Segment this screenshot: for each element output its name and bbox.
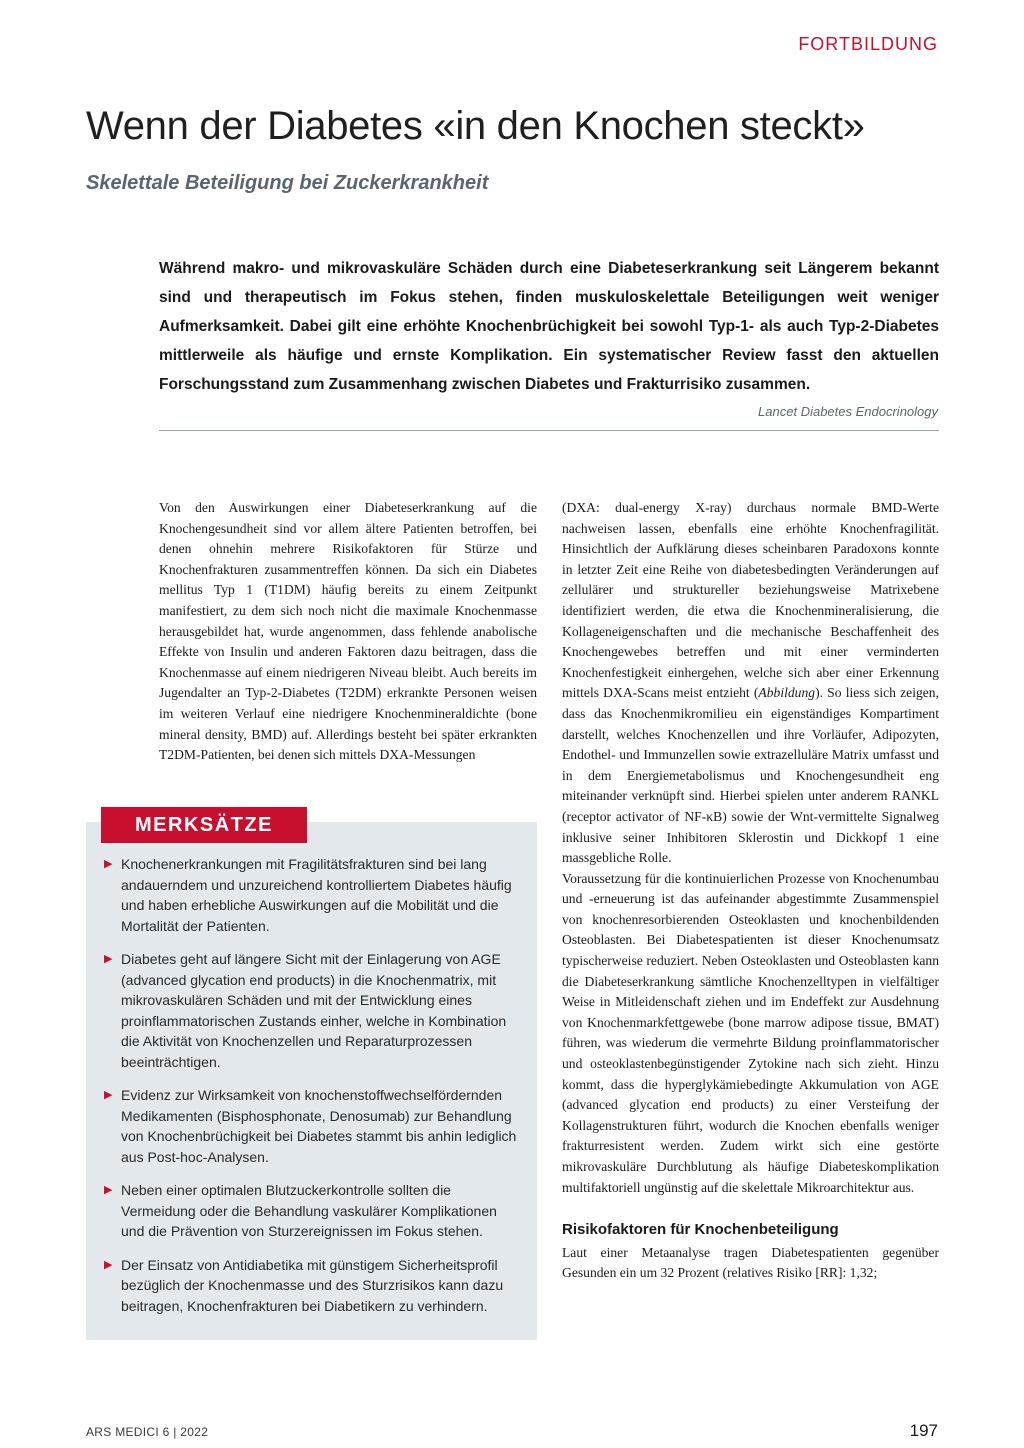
section-heading: Risikofaktoren für Knochenbeteiligung — [562, 1221, 839, 1239]
section-tag: FORTBILDUNG — [798, 34, 938, 54]
article-subtitle: Skelettale Beteiligung bei Zuckerkrankheit — [86, 172, 489, 194]
list-item: ▶ Der Einsatz von Antidiabetika mit günstigem Sicherheitsprofil bezüglich der Knochenmasse und des Sturzrisikos kann dazu beitragen, Knochenfrakturen bei Diabetikern zu verhindern. — [104, 1256, 504, 1314]
divider-line — [159, 430, 939, 431]
article-title: Wenn der Diabetes «in den Knochen steckt» — [86, 104, 865, 148]
merksaetze-list — [104, 854, 520, 1329]
page-number: 197 — [909, 1421, 938, 1440]
body-text: ). So liess sich zeigen, dass das Knochenmikromilieu ein eigenständiges Kompartiment darstellt, welches Knochenzellen und ihre Vorläufer, Adipozyten, Endothel- und Immunzellen sowie extrazelluläre Matrix umfasst und in dem Energiemetabolismus und Knochengesundheit eng miteinander verknüpft sind. Hierbei spielen unter anderem RANKL (receptor activator of NF-κB) sowie der Wnt-vermittelte Signalweg inklusive seiner Inhibitoren Sklerostin und Dickkopf 1 eine massgebliche Rolle. — [562, 685, 939, 866]
body-paragraph: Voraussetzung für die kontinuierlichen Prozesse von Knochenumbau und -erneuerung ist das aufeinander abgestimmte Zusammenspiel von knochenresorbierenden Osteoklasten und knochenbildenden Osteoblasten. Bei Diabetespatienten ist dieser Knochenumsatz typischerweise reduziert. Neben Osteoklasten und Osteoblasten kann die Diabeteserkrankung sämtliche Knochenzelltypen in vielfältiger Weise in Mitleidenschaft ziehen und im Endeffekt zur Ausdehnung von Knochenmarkfettgewebe (bone marrow adipose tissue, BMAT) führen, was wiederum die vermehrte Bildung proinflammatorischer und osteoklastenbegünstigender Zytokine nach sich zieht. Hinzu kommt, dass die hyperglykämiebedingte Akkumulation von AGE (advanced glycation end products) zu einer Versteifung der Kollagenstrukturen führt, wodurch die Knochen ebenfalls weniger frakturresistent werden. Zudem wirkt sich eine gestörte mikrovaskuläre Durchblutung als häufige Diabeteskomplikation multifaktoriell ungünstig auf die skelettale Mikroarchitektur aus. — [562, 870, 939, 1195]
lead-paragraph: Während makro- und mikrovaskuläre Schäden durch eine Diabeteserkrankung seit Längerem bekannt sind und therapeutisch im Fokus stehen, finden muskuloskelettale Beteiligungen weit weniger Aufmerksamkeit. Dabei gilt eine erhöhte Knochenbrüchigkeit bei sowohl Typ-1- als auch Typ-2-Diabetes mittlerweile als häufige und ernste Komplikation. Ein systematischer Review fasst den aktuellen Forschungsstand zum Zusammenhang zwischen Diabetes und Frakturrisiko zusammen. — [159, 260, 939, 393]
triangle-bullet-icon: ▶ — [104, 1089, 113, 1101]
merksaetze-box — [86, 822, 537, 1340]
triangle-bullet-icon: ▶ — [104, 1258, 113, 1271]
triangle-bullet-icon: ▶ — [104, 1184, 113, 1196]
triangle-bullet-icon: ▶ — [104, 858, 113, 870]
list-item: ▶ Neben einer optimalen Blutzuckerkontrolle sollten die Vermeidung oder die Behandlung vaskulärer Komplikationen und die Prävention von Sturzereignissen im Fokus stehen. — [104, 1182, 497, 1239]
journal-footer: ARS MEDICI 6 | 2022 — [86, 1425, 209, 1439]
triangle-bullet-icon: ▶ — [104, 953, 113, 965]
body-paragraph: Von den Auswirkungen einer Diabeteserkrankung auf die Knochengesundheit sind vor allem ältere Patienten betroffen, bei denen ohnehin mehrere Risikofaktoren für Stürze und Knochenfrakturen zusammentreffen können. Da sich ein Diabetes mellitus Typ 1 (T1DM) häufig bereits zu einem Zeitpunkt manifestiert, zu dem sich noch nicht die maximale Knochenmasse herausgebildet hat, wurde angenommen, dass fehlende anabolische Effekte von Insulin und anderen Faktoren dazu beitragen, dass die Knochenmasse auf einem niedrigeren Niveau bleibt. Auch bereits im Jugendalter an Typ-2-Diabetes (T2DM) erkrankte Personen weisen im weiteren Verlauf eine niedrigere Knochenmineraldichte (bone mineral density, BMD) auf. Allerdings besteht bei später erkrankten T2DM-Patienten, bei denen sich mittels DXA-Messungen — [159, 500, 537, 763]
figure-reference: Abbildung — [758, 685, 816, 701]
body-column-right — [562, 498, 939, 1284]
list-item: ▶ Knochenerkrankungen mit Fragilitätsfrakturen sind bei lang andauerndem und unzureichend kontrolliertem Diabetes häufig und haben erhebliche Auswirkungen auf die Mobilität und die Mortalität der Patienten. — [104, 856, 512, 934]
list-item: ▶ Diabetes geht auf längere Sicht mit der Einlagerung von AGE (advanced glycation end products) in die Knochenmatrix, mit mikrovaskulären Schäden und mit der Entwicklung eines proinflammatorischen Zustands einher, welche in Kombination die Aktivität von Knochenzellen und Reparaturprozessen beeinträchtigen. — [104, 951, 507, 1070]
body-paragraph — [562, 498, 939, 869]
merksaetze-label: MERKSÄTZE — [101, 807, 307, 843]
body-text: (DXA: dual-energy X-ray) durchaus normale BMD-Werte nachweisen lassen, ebenfalls eine erhöhte Knochenfragilität. Hinsichtlich der Aufklärung dieses scheinbaren Paradoxons konnte in letzter Zeit eine Reihe von diabetesbedingten Veränderungen auf zellulärer und struktureller beziehungsweise Matrixebene identifiziert werden, die etwa die Knochenmineralisierung, die Kollageneigenschaften und die mechanische Beschaffenheit des Knochengewebes betreffen und mit einer verminderten Knochenfestigkeit einhergehen, welche sich aber einer Erkennung mittels DXA-Scans meist entzieht ( — [562, 500, 939, 701]
body-paragraph: Laut einer Metaanalyse tragen Diabetespatienten gegenüber Gesunden ein um 32 Prozent (relatives Risiko [RR]: 1,32; — [562, 1244, 939, 1281]
source-reference: Lancet Diabetes Endocrinology — [758, 404, 938, 419]
list-item: ▶ Evidenz zur Wirksamkeit von knochenstoffwechselfördernden Medikamenten (Bisphosphonate, Denosumab) zur Behandlung von Knochenbrüchigkeit bei Diabetes stammt bis anhin lediglich aus Post-hoc-Analysen. — [104, 1087, 517, 1165]
body-column-left — [159, 498, 537, 766]
